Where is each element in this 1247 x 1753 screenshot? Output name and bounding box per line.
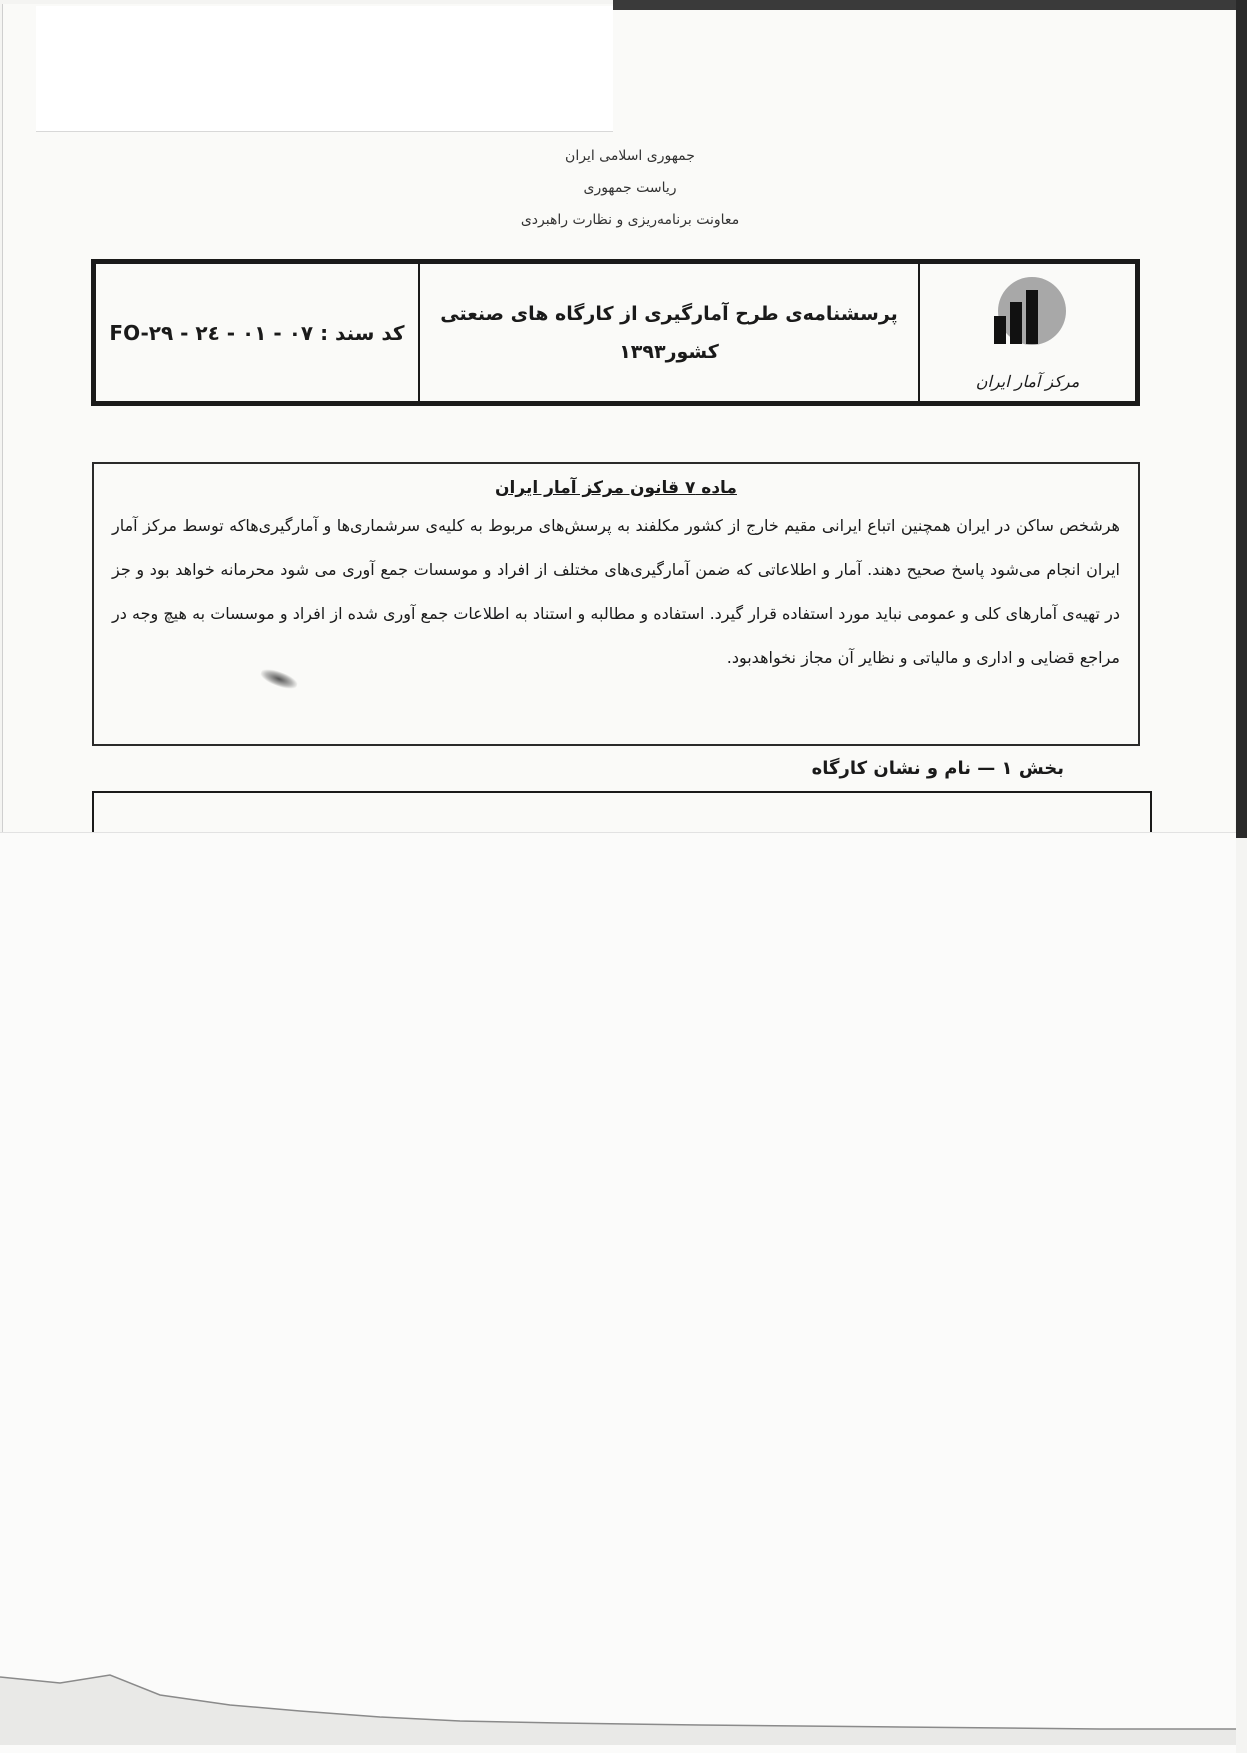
form-title-line1: پرسشنامه‌ی طرح آمارگیری از کارگاه های صنعتی [440, 302, 898, 325]
blank-lower-sheet [0, 832, 1236, 1753]
torn-paper-edge [0, 1665, 1236, 1745]
blank-patch [36, 6, 613, 132]
scan-shadow-top [613, 0, 1247, 10]
scan-shadow-right [1236, 0, 1247, 838]
law-article-body: هرشخص ساکن در ایران همچنین اتباع ایرانی مقیم خارج از کشور مکلفند به پرسش‌های مربوط به کلیه‌ی سرشماری‌ها و آمارگیری‌هاکه توسط مرکز آمار ایران انجام می‌شود پاسخ صحیح دهند. آمار و اطلاعاتی که ضمن آمارگیری‌های مختلف از افراد و موسسات جمع آوری می شود محرمانه خواهد بود و جز در تهیه‌ی آمارهای کلی و عمومی نباید مورد استفاده قرار گیرد. استفاده و مطالبه و استناد به اطلاعات جمع آوری شده از افراد و موسسات به هیچ وجه در مراجع قضایی و اداری و مالیاتی و نظایر آن مجاز نخواهدبود. [112, 516, 1120, 667]
document-code-cell [96, 264, 420, 401]
header-line-deputy: معاونت برنامه‌ریزی و نظارت راهبردی [520, 212, 740, 228]
header-line-presidency: ریاست جمهوری [583, 180, 677, 196]
header-line-republic: جمهوری اسلامی ایران [565, 148, 695, 164]
section1-table-edge [92, 791, 1152, 833]
bar-chart-logo-icon [972, 276, 1082, 346]
law-article-title: ماده ۷ قانون مرکز آمار ایران [495, 478, 737, 498]
section1-title: بخش ۱ — نام و نشان کارگاه [811, 758, 1064, 779]
document-code: کد سند : ۰۷ - ۰۱ - FO-۲۹ - ۲٤ [109, 320, 405, 345]
logo-cell [920, 264, 1135, 401]
title-cell [420, 264, 920, 401]
law-article-box [92, 462, 1140, 746]
logo-caption: مرکز آمار ایران [975, 372, 1080, 391]
title-table [91, 259, 1140, 406]
form-title-line2: کشور۱۳۹۳ [619, 340, 719, 363]
